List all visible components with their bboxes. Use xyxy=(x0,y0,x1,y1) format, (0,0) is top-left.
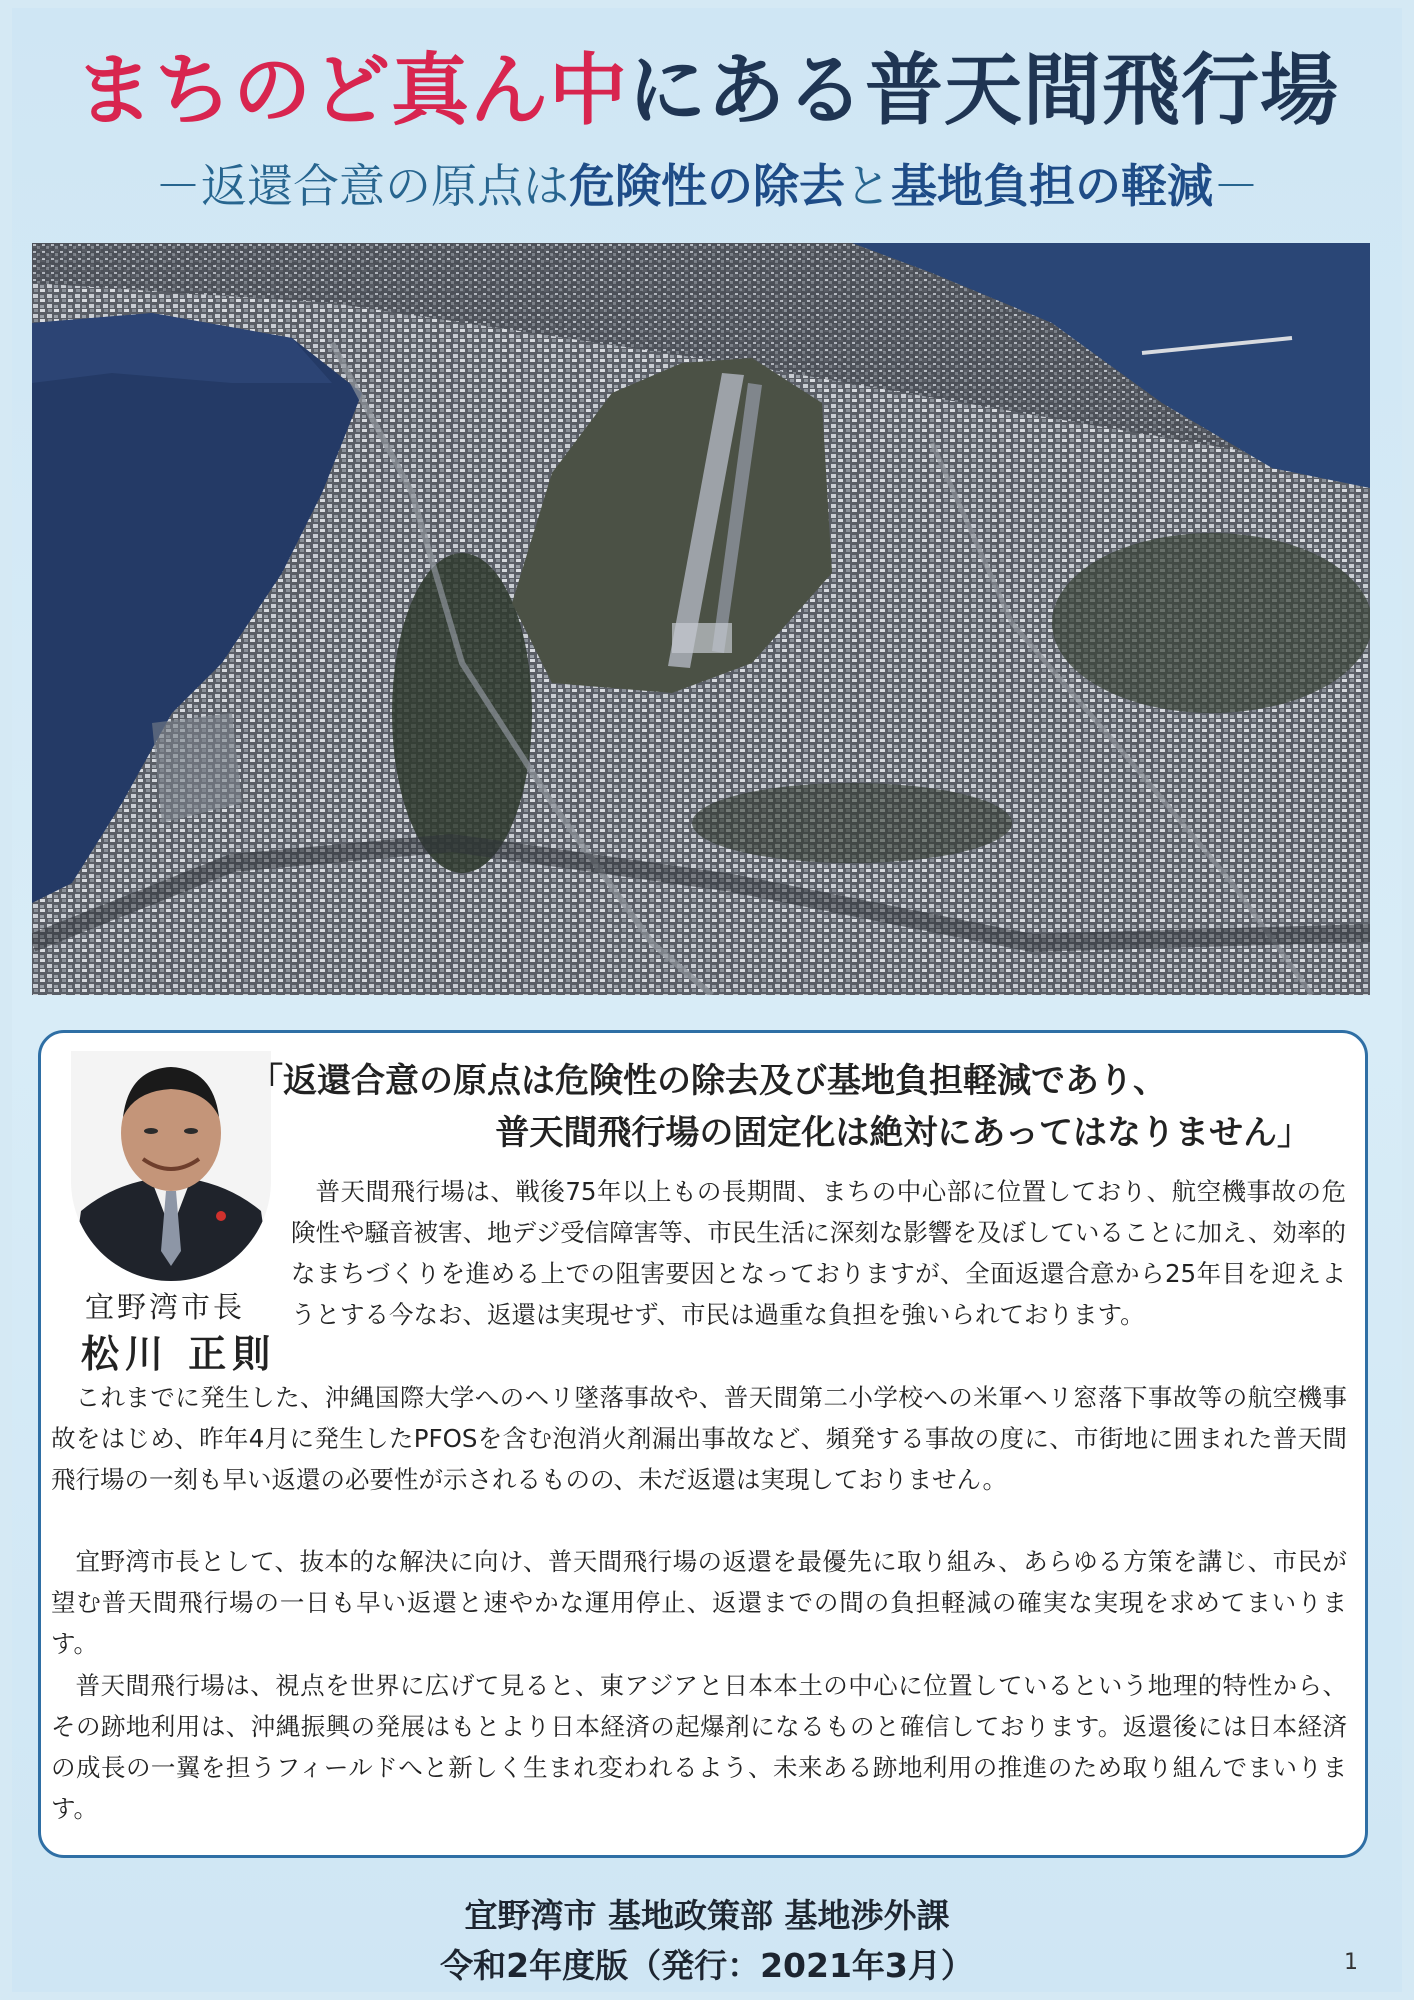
mayor-message-box xyxy=(38,1030,1368,1858)
mayor-name: 松川 正則 xyxy=(81,1331,277,1376)
title-rest: にある普天間飛行場 xyxy=(628,46,1340,136)
mayor-portrait xyxy=(71,1051,271,1281)
publication-edition: 令和2年度版（発行：2021年3月） xyxy=(440,1946,974,1985)
title-highlight: まちのど真ん中 xyxy=(74,46,628,136)
page-subtitle xyxy=(0,150,1414,216)
publisher-department: 宜野湾市 基地政策部 基地渉外課 xyxy=(464,1896,950,1935)
mayor-role: 宜野湾市長 xyxy=(85,1290,246,1324)
message-paragraph-4: 普天間飛行場は、視点を世界に広げて見ると、東アジアと日本本土の中心に位置しているという地理的特性から、その跡地利用は、沖縄振興の発展はもとより日本経済の起爆剤になるものと確信しております。返還後には日本経済の成長の一翼を担うフィールドへと新しく生まれ変われるよう、未来ある跡地利用の推進のため取り組んでまいります。 xyxy=(51,1671,1347,1823)
aerial-photo-illustration xyxy=(32,243,1370,995)
page-title xyxy=(0,28,1414,140)
subtitle-emphasis-danger: 危険性の除去 xyxy=(569,159,845,213)
page-number: 1 xyxy=(1344,1950,1358,1975)
message-paragraph-3: 宜野湾市長として、抜本的な解決に向け、普天間飛行場の返還を最優先に取り組み、あらゆる方策を講じ、市民が望む普天間飛行場の一日も早い返還と速やかな運用停止、返還までの間の負担軽減の確実な実現を求めてまいります。 xyxy=(51,1547,1347,1658)
aerial-photo xyxy=(32,243,1370,995)
mayor-portrait-illustration xyxy=(71,1051,271,1281)
quote-line-2: 普天間飛行場の固定化は絶対にあってはなりません」 xyxy=(495,1113,1311,1153)
message-paragraph-1: 普天間飛行場は、戦後75年以上もの長期間、まちの中心部に位置しており、航空機事故の危険性や騒音被害、地デジ受信障害等、市民生活に深刻な影響を及ぼしていることに加え、効率的なまちづくりを進める上での阻害要因となっておりますが、全面返還合意から25年目を迎えようとする今なお、返還は実現せず、市民は過重な負担を強いられております。 xyxy=(291,1177,1346,1329)
subtitle-prefix: －返還合意の原点は xyxy=(155,159,569,213)
quote-line-1: 「返還合意の原点は危険性の除去及び基地負担軽減であり、 xyxy=(249,1061,1167,1101)
subtitle-emphasis-burden: 基地負担の軽減 xyxy=(891,159,1213,213)
message-paragraph-2: これまでに発生した、沖縄国際大学へのヘリ墜落事故や、普天間第二小学校への米軍ヘリ窓落下事故等の航空機事故をはじめ、昨年4月に発生したPFOSを含む泡消火剤漏出事故など、頻発する事故の度に、市街地に囲まれた普天間飛行場の一刻も早い返還の必要性が示されるものの、未だ返還は実現しておりません。 xyxy=(51,1383,1347,1494)
subtitle-conjunction: と xyxy=(845,159,891,213)
subtitle-suffix: － xyxy=(1213,159,1259,213)
